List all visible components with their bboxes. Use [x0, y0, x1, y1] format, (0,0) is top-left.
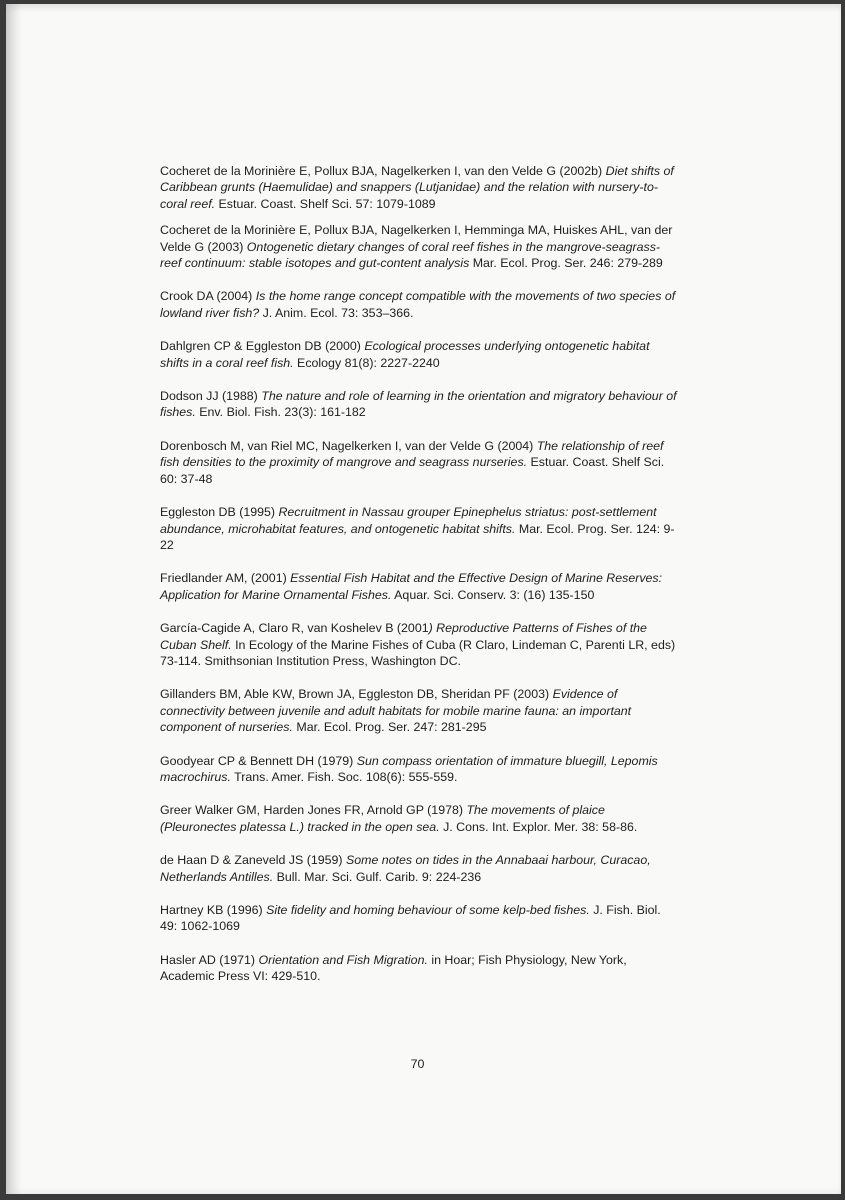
reference-entry: Dodson JJ (1988) The nature and role of learning in the orientation and migratory behaviour of fishes. Env. Biol. Fish. 23(3): 161-182	[160, 389, 677, 420]
reference-entry: Gillanders BM, Able KW, Brown JA, Eggleston DB, Sheridan PF (2003) Evidence of connectivity between juvenile and adult habitats for mobile marine fauna: an important component of nurseries. Mar. Ecol. Prog. Ser. 247: 281-295	[160, 687, 632, 735]
reference-entry: Cocheret de la Morinière E, Pollux BJA, Nagelkerken I, Hemminga MA, Huiskes AHL, van der Velde G (2003) Ontogenetic dietary changes of coral reef fishes in the mangrove-seagrass-reef continuum: stable isotopes and gut-content analysis Mar. Ecol. Prog. Ser. 246: 279-289	[160, 223, 673, 271]
page-edge-shadow	[6, 4, 22, 1194]
reference-entry: Eggleston DB (1995) Recruitment in Nassau grouper Epinephelus striatus: post-settlement abundance, microhabitat features, and ontogenetic habitat shifts. Mar. Ecol. Prog. Ser. 124: 9-22	[160, 505, 675, 552]
reference-entry: Hasler AD (1971) Orientation and Fish Migration. in Hoar; Fish Physiology, New York, Academic Press VI: 429-510.	[160, 952, 627, 984]
reference-entry: García-Cagide A, Claro R, van Koshelev B (2001) Reproductive Patterns of Fishes of the Cuban Shelf. In Ecology of the Marine Fishes of Cuba (R Claro, Lindeman C, Parenti LR, eds) 73-114. Smithsonian Institution Press, Washington DC.	[160, 621, 676, 668]
reference-entry: Dahlgren CP & Eggleston DB (2000) Ecological processes underlying ontogenetic habitat shifts in a coral reef fish. Ecology 81(8): 2227-2240	[160, 339, 650, 370]
reference-entry: Goodyear CP & Bennett DH (1979) Sun compass orientation of immature bluegill, Lepomis macrochirus. Trans. Amer. Fish. Soc. 108(6): 555-559.	[160, 753, 658, 784]
page-number: 70	[410, 1057, 425, 1071]
reference-entry: de Haan D & Zaneveld JS (1959) Some notes on tides in the Annabaai harbour, Curacao, Netherlands Antilles. Bull. Mar. Sci. Gulf. Carib. 9: 224-236	[160, 853, 651, 884]
reference-entry: Dorenbosch M, van Riel MC, Nagelkerken I, van der Velde G (2004) The relationship of reef fish densities to the proximity of mangrove and seagrass nurseries. Estuar. Coast. Shelf Sci. 60: 37-48	[160, 438, 665, 486]
reference-entry: Cocheret de la Morinière E, Pollux BJA, Nagelkerken I, van den Velde G (2002b) Diet shifts of Caribbean grunts (Haemulidae) and snappers (Lutjanidae) and the relation with nursery-to-coral reef. Estuar. Coast. Shelf Sci. 57: 1079-1089	[160, 164, 674, 211]
reference-entry: Hartney KB (1996) Site fidelity and homing behaviour of some kelp-bed fishes. J. Fish. Biol. 49: 1062-1069	[160, 903, 661, 934]
reference-entry: Friedlander AM, (2001) Essential Fish Habitat and the Effective Design of Marine Reserves: Application for Marine Ornamental Fishes. Aquar. Sci. Conserv. 3: (16) 135-150	[160, 571, 663, 602]
reference-list	[160, 163, 680, 1002]
reference-entry: Greer Walker GM, Harden Jones FR, Arnold GP (1978) The movements of plaice (Pleuronectes platessa L.) tracked in the open sea. J. Cons. Int. Explor. Mer. 38: 58-86.	[160, 803, 638, 834]
reference-entry: Crook DA (2004) Is the home range concept compatible with the movements of two species of lowland river fish? J. Anim. Ecol. 73: 353–366.	[160, 289, 676, 320]
